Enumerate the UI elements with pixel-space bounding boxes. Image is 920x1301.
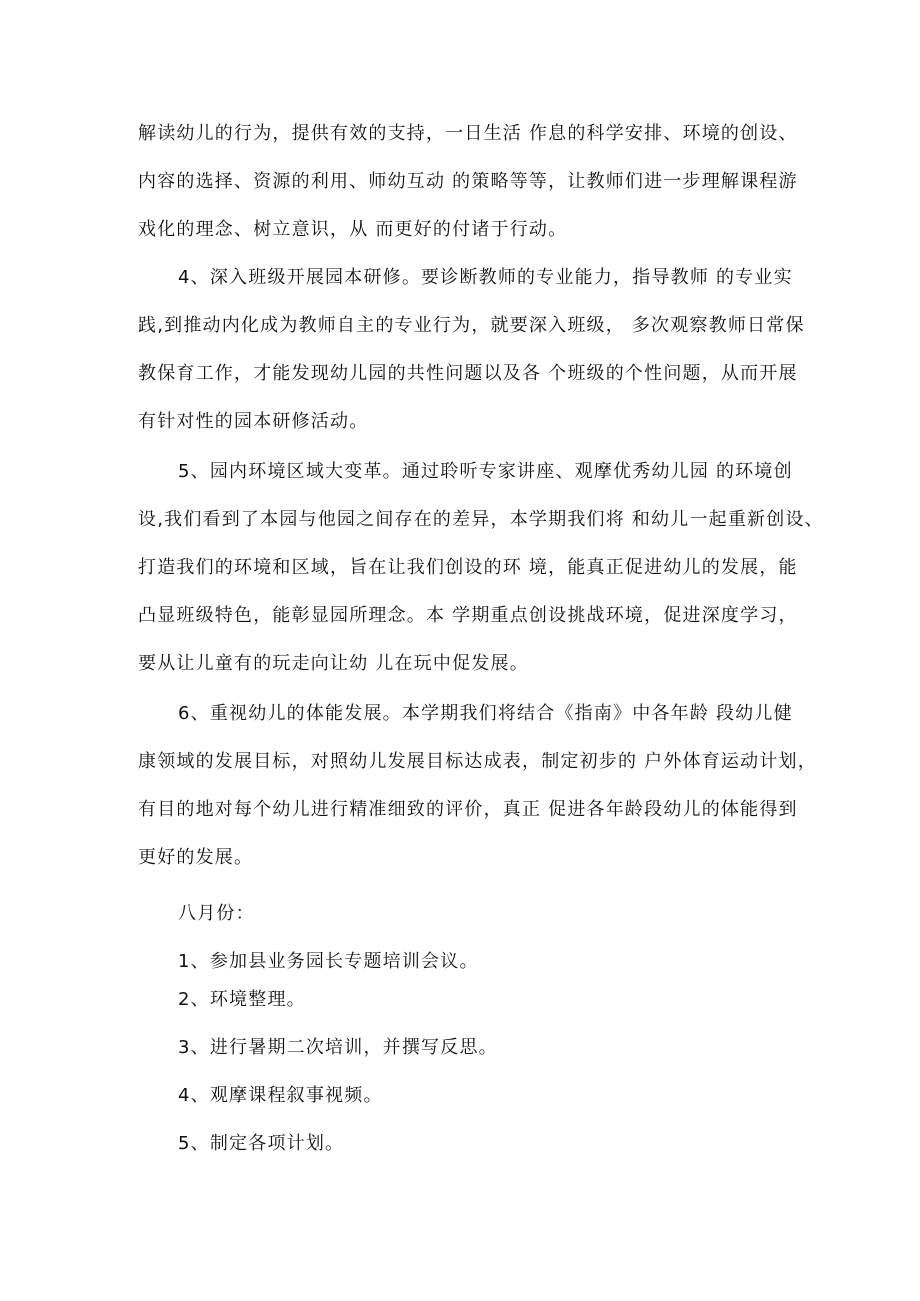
august-item-3: 3、进行暑期二次培训，并撰写反思。 (178, 1037, 498, 1058)
august-item-5: 5、制定各项计划。 (178, 1133, 345, 1154)
paragraph-2-line-4: 有针对性的园本研修活动。 (138, 411, 369, 432)
paragraph-3-line-1: 5、园内环境区域大变革。通过聆听专家讲座、观摩优秀幼儿园 的环境创 (178, 461, 793, 482)
paragraph-4-line-1: 6、重视幼儿的体能发展。本学期我们将结合《指南》中各年龄 段幼儿健 (178, 703, 793, 724)
paragraph-1-line-2: 内容的选择、资源的利用、师幼互动 的策略等等，让教师们进一步理解课程游 (138, 171, 798, 192)
month-heading: 八月份： (178, 903, 255, 924)
paragraph-1-line-3: 戏化的理念、树立意识，从 而更好的付诸于行动。 (138, 219, 568, 240)
paragraph-1-line-1: 解读幼儿的行为，提供有效的支持，一日生活 作息的科学安排、环境的创设、 (138, 123, 798, 144)
paragraph-3-line-4: 凸显班级特色，能彰显园所理念。本 学期重点创设挑战环境，促进深度学习， (138, 605, 798, 626)
paragraph-2-line-1: 4、深入班级开展园本研修。要诊断教师的专业能力，指导教师 的专业实 (178, 267, 793, 288)
paragraph-2-line-2: 践,到推动内化成为教师自主的专业行为，就要深入班级， 多次观察教师日常保 (138, 315, 805, 336)
paragraph-3-line-3: 打造我们的环境和区域，旨在让我们创设的环 境，能真正促进幼儿的发展，能 (138, 557, 798, 578)
paragraph-4-line-3: 有目的地对每个幼儿进行精准细致的评价，真正 促进各年龄段幼儿的体能得到 (138, 799, 798, 820)
paragraph-4-line-2: 康领域的发展目标，对照幼儿发展目标达成表，制定初步的 户外体育运动计划， (138, 751, 817, 772)
august-item-2: 2、环境整理。 (178, 989, 306, 1010)
paragraph-2-line-3: 教保育工作，才能发现幼儿园的共性问题以及各 个班级的个性问题，从而开展 (138, 363, 798, 384)
august-item-1: 1、参加县业务园长专题培训会议。 (178, 951, 479, 972)
august-item-4: 4、观摩课程叙事视频。 (178, 1085, 383, 1106)
paragraph-3-line-5: 要从让儿童有的玩走向让幼 儿在玩中促发展。 (138, 653, 529, 674)
paragraph-4-line-4: 更好的发展。 (138, 847, 254, 868)
paragraph-3-line-2: 设,我们看到了本园与他园之间存在的差异，本学期我们将 和幼儿一起重新创设、 (138, 509, 824, 530)
